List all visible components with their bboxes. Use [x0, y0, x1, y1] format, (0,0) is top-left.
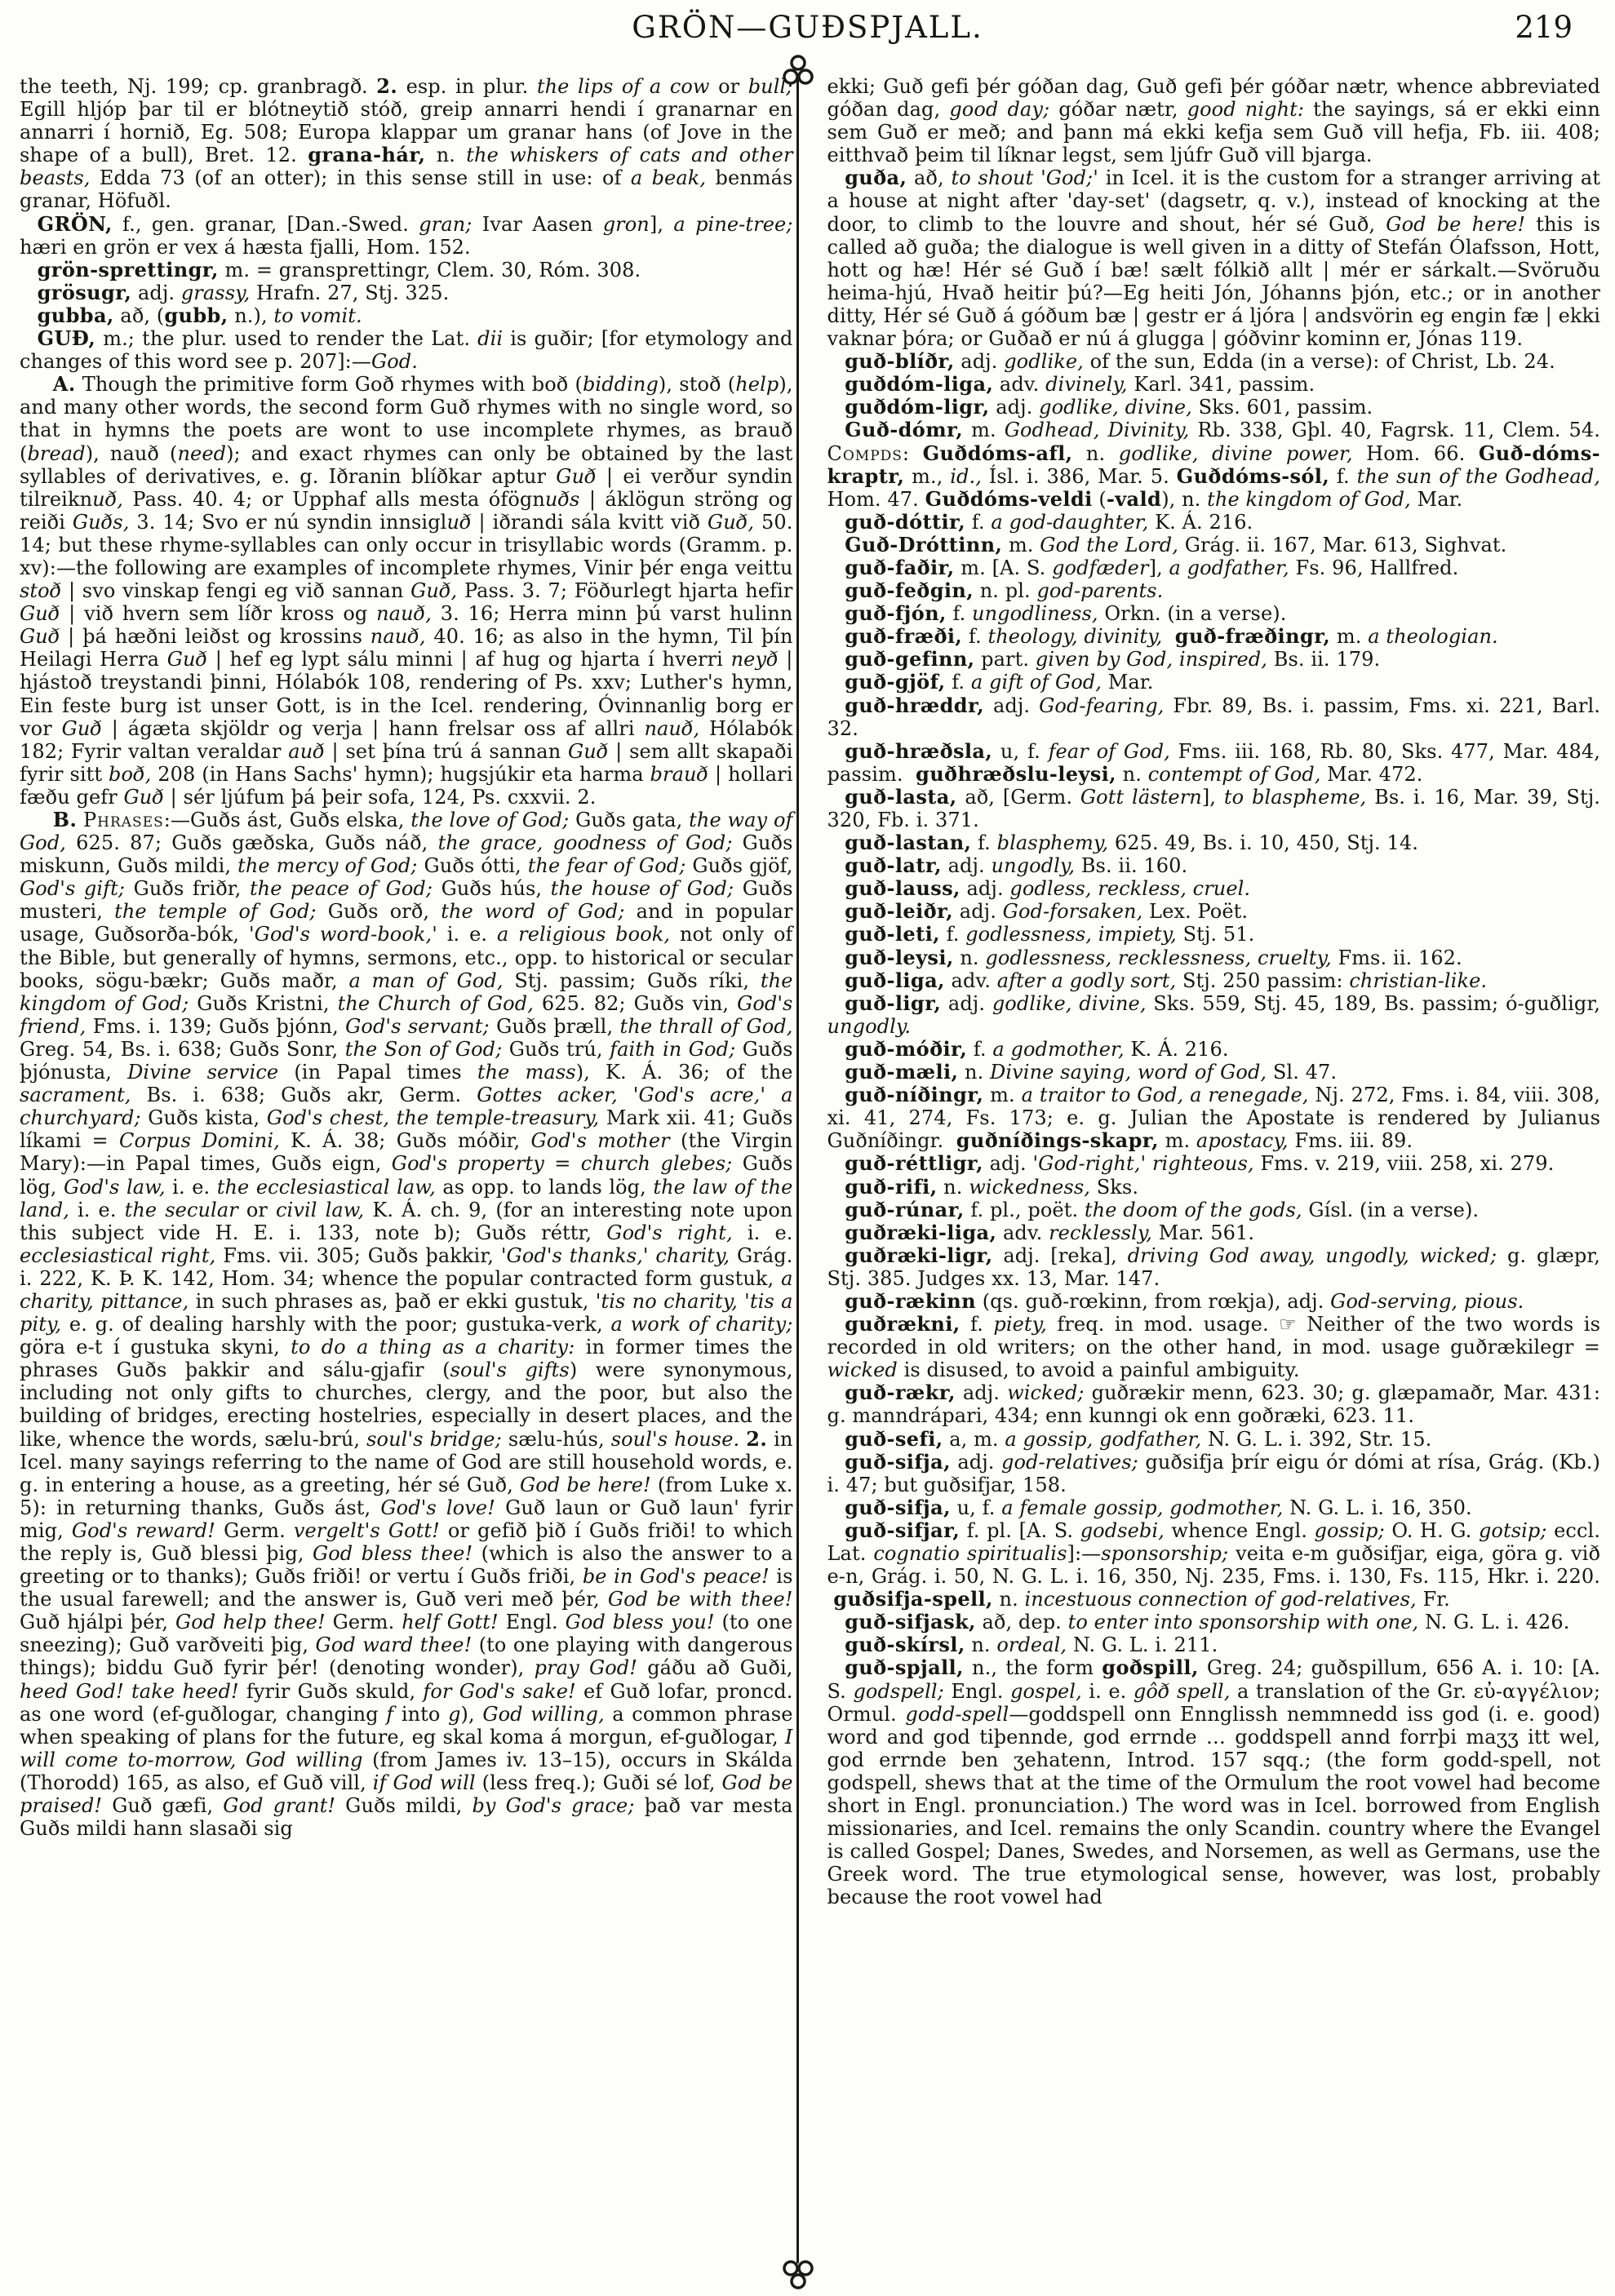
dictionary-paragraph: guðræki-liga, adv. recklessly, Mar. 561. — [845, 1220, 1255, 1244]
dictionary-paragraph: guð-sifja, adj. god-relatives; guðsifja þrír eigu ór dómi at rísa, Grág. (Kb.) i. 47; but guðsifjar, 158. — [827, 1449, 1600, 1496]
dictionary-paragraph: A. Though the primitive form Goð rhymes with boð (bidding), stoð (help), and many other words, the second form Guð rhymes with no single word, so that in hymns the poets are wont to use incomplete rhymes, as brauð (bread), nauð (need); and exact rhymes can only be obtained by the last syllables of derivatives, e. g. Iðranin blíðkar aptur Guð | ei verður syndin tilreiknuð, Pass. 40. 4; or Upphaf alls mesta ófögnuðs | áklögun ströng og reiði Guðs, 3. 14; Svo er nú syndin innsigluð | iðrandi sála kvitt við Guð, 50. 14; but these rhyme-syllables can only occur in trisyllabic words (Gramm. p. xv):—the following are examples of incomplete rhymes, Vinir þér enga veittu stoð | svo vinskap fengi eg við sannan Guð, Pass. 3. 7; Föðurlegt hjarta hefir Guð | við hvern sem líðr kross og nauð, 3. 16; Herra minn þú varst hulinn Guð | þá hæðni leiðst og krossins nauð, 40. 16; as also in the hymn, Til þín Heilagi Herra Guð | hef eg lypt sálu minni | af hug og hjarta í hverri neyð | hjástoð treystandi þinni, Hólabók 108, rendering of Ps. xxv; Luther's hymn, Ein feste burg ist unser Gott, is in the Icel. rendering, Óvinnanlig borg er vor Guð | ágæta skjöldr og verja | hann frelsar oss af allri nauð, Hólabók 182; Fyrir valtan veraldar auð | set þína trú á sannan Guð | sem allt skapaði fyrir sitt boð, 208 (in Hans Sachs' hymn); hugsjúkir eta harma brauð | hollari fæðu gefr Guð | sér ljúfum þá þeir sofa, 124, Ps. cxxvii. 2. — [20, 372, 793, 809]
dictionary-paragraph: guð-lasta, að, [Germ. Gott lästern], to blaspheme, Bs. i. 16, Mar. 39, Stj. 320, Fb. i. 371. — [827, 784, 1600, 831]
dictionary-paragraph: guð-sefi, a, m. a gossip, godfather, N. G. L. i. 392, Str. 15. — [845, 1426, 1432, 1451]
dictionary-paragraph: grösugr, adj. grassy, Hrafn. 27, Stj. 325. — [37, 280, 450, 304]
page-number: 219 — [1515, 10, 1573, 45]
dictionary-paragraph: guð-spjall, n., the form goðspill, Greg. 24; guðspillum, 656 A. i. 10: [A. S. godspell; Engl. gospel, i. e. gôð spell, a translation of the Gr. εὐ-αγγέλιον; Ormul. godd-spell—goddspell onn Ennglissh nemmnedd iss god (i. e. good) word and god tiþennde, god errnde … goddspell annd forrþi maʒʒ itt wel, god errnde ben ʒehatenn, Introd. 157 sqq.; (the form godd-spell, not godspell, shews that at the time of the Ormulum the root vowel had become short in Engl. pronunciation.) The word was in Icel. borrowed from English missionaries, and Icel. remains the only Scandin. country where the Evangel is called Gospel; Danes, Swedes, and Norsemen, as well as Germans, use the Greek word. The true etymological sense, however, was lost, probably because the root vowel had — [827, 1656, 1601, 1909]
dictionary-paragraph: guð-rækr, adj. wicked; guðrækir menn, 623. 30; g. glæpamaðr, Mar. 431: g. manndrápari, 434; enn kunngi ok enn goðræki, 623. 11. — [827, 1381, 1600, 1428]
left-column — [20, 75, 793, 2285]
dictionary-paragraph: guðræki-ligr, adj. [reka], driving God away, ungodly, wicked; g. glæpr, Stj. 385. Judges xx. 13, Mar. 147. — [827, 1243, 1600, 1290]
dictionary-paragraph: guð-lastan, f. blasphemy, 625. 49, Bs. i. 10, 450, Stj. 14. — [845, 831, 1418, 855]
dictionary-paragraph: Guð-Dróttinn, m. God the Lord, Grág. ii. 167, Mar. 613, Sighvat. — [845, 532, 1507, 556]
dictionary-paragraph: guð-leiðr, adj. God-forsaken, Lex. Poët. — [845, 899, 1249, 924]
right-column — [827, 75, 1601, 2285]
dictionary-paragraph: guð-ligr, adj. godlike, divine, Sks. 559, Stj. 45, 189, Bs. passim; ó-guðligr, ungodly. — [827, 991, 1600, 1038]
page-body — [20, 75, 1600, 2285]
dictionary-paragraph: guð-lauss, adj. godless, reckless, cruel. — [845, 876, 1251, 901]
dictionary-paragraph: gubba, að, (gubb, n.), to vomit. — [37, 303, 362, 327]
dictionary-paragraph: guð-hræddr, adj. God-fearing, Fbr. 89, Bs. i. passim, Fms. xi. 221, Barl. 32. — [827, 693, 1600, 740]
dictionary-paragraph: guð-blíðr, adj. godlike, of the sun, Edda (in a verse): of Christ, Lb. 24. — [845, 349, 1555, 374]
dictionary-paragraph: guð-latr, adj. ungodly, Bs. ii. 160. — [845, 853, 1188, 878]
dictionary-paragraph: guð-rifi, n. wickedness, Sks. — [845, 1174, 1139, 1199]
dictionary-paragraph: guð-sifjar, f. pl. [A. S. godsebi, whence Engl. gossip; O. H. G. gotsip; eccl. Lat. cognatio spiritualis]:—sponsorship; veita e-m guðsifjar, eiga, göra g. við e-n, Grág. i. 50, N. G. L. i. 16, 350, Nj. 235, Fms. i. 130, Fs. 115, Hkr. i. 220. guðsifja-spell, n. incestuous connection of god-relatives, Fr. — [827, 1518, 1601, 1611]
dictionary-paragraph: grön-sprettingr, m. = gransprettingr, Clem. 30, Róm. 308. — [37, 257, 641, 281]
dictionary-paragraph: guð-gefinn, part. given by God, inspired, Bs. ii. 179. — [845, 647, 1381, 672]
dictionary-paragraph: guð-faðir, m. [A. S. godfæder], a godfather, Fs. 96, Hallfred. — [845, 555, 1459, 579]
dictionary-paragraph: guð-feðgin, n. pl. god-parents. — [845, 578, 1164, 603]
dictionary-paragraph: guð-gjöf, f. a gift of God, Mar. — [845, 670, 1154, 694]
dictionary-paragraph: ekki; Guð gefi þér góðan dag, Guð gefi þér góðar nætr, whence abbreviated góðan dag, good day; góðar nætr, good night: the sayings, sá er ekki einn sem Guð er með; and þann má ekki kefja sem Guð vill hefja, Fb. iii. 408; eitthvað þeim til líknar legst, sem ljúfr Guð vill bjarga. — [827, 75, 1600, 167]
dictionary-paragraph: guð-leti, f. godlessness, impiety, Stj. 51. — [845, 922, 1255, 946]
dictionary-paragraph: guð-hræðsla, u, f. fear of God, Fms. iii. 168, Rb. 80, Sks. 477, Mar. 484, passim. guðhræðslu-leysi, n. contempt of God, Mar. 472. — [827, 738, 1600, 786]
dictionary-paragraph: guð-rúnar, f. pl., poët. the doom of the gods, Gísl. (in a verse). — [845, 1197, 1480, 1221]
dictionary-paragraph: guða, að, to shout 'God;' in Icel. it is the custom for a stranger arriving at a house at night after 'day-set' (dagsetr, q. v.), instead of knocking at the door, to climb to the louvre and shout, hér sé Guð, God be here! this is called að guða; the dialogue is well given in a ditty of Stefán Ólafsson, Hott, hott og hæ! Hér sé Guð í bæ! sælt fólkið allt | mér er sárkalt.—Svöruðu heima-hjú, Hvað heitir þú?—Eg heiti Jón, Jóhanns þjón, etc.; or in another ditty, Hér sé Guð á góðum bæ | gestr er á ljóra | andsvörin eg engin fæ | ekki vaknar þóra; or Guðað er nú á glugga | góðvinr kominn er, Jónas 119. — [827, 166, 1600, 351]
dictionary-paragraph: GUÐ, m.; the plur. used to render the Lat. dii is guðir; [for etymology and changes of this word see p. 207]:—God. — [20, 326, 793, 374]
dictionary-paragraph: guðdóm-ligr, adj. godlike, divine, Sks. 601, passim. — [845, 395, 1373, 419]
dictionary-paragraph: guð-rækinn (qs. guð-rœkinn, from rœkja), adj. God-serving, pious. — [845, 1288, 1524, 1313]
dictionary-paragraph: guð-sifja, u, f. a female gossip, godmother, N. G. L. i. 16, 350. — [845, 1495, 1472, 1519]
dictionary-paragraph: guð-fræði, f. theology, divinity, guð-fræðingr, m. a theologian. — [845, 624, 1498, 649]
dictionary-paragraph: Guð-dómr, m. Godhead, Divinity, Rb. 338, Gþl. 40, Fagrsk. 11, Clem. 54. Compds: Guðdóms-afl, n. godlike, divine power, Hom. 66. Guð-dóms-kraptr, m., id., Ísl. i. 386, Mar. 5. Guðdóms-sól, f. the sun of the Godhead, Hom. 47. Guðdóms-veldi (-vald), n. the kingdom of God, Mar. — [827, 418, 1600, 511]
dictionary-paragraph: guð-sifjask, að, dep. to enter into sponsorship with one, N. G. L. i. 426. — [845, 1610, 1570, 1634]
dictionary-paragraph: guð-skírsl, n. ordeal, N. G. L. i. 211. — [845, 1633, 1218, 1657]
dictionary-paragraph: the teeth, Nj. 199; cp. granbragð. 2. esp. in plur. the lips of a cow or bull; Egill hljóp þar til er blótneytið stóð, greip annarri hendi í granarnar en annarri í hornið, Eg. 508; Europa klappar um granar hans (of Jove in the shape of a bull), Bret. 12. grana-hár, n. the whiskers of cats and other beasts, Edda 73 (of an otter); in this sense still in use: of a beak, benmás granar, Höfuðl. — [20, 74, 793, 213]
dictionary-paragraph: guðdóm-liga, adv. divinely, Karl. 341, passim. — [845, 372, 1316, 397]
dictionary-paragraph: guðrækni, f. piety, freq. in mod. usage. ☞ Neither of the two words is recorded in old writers; on the other hand, in mod. usage guðrækilegr = wicked is disused, to avoid a painful ambiguity. — [827, 1312, 1600, 1382]
dictionary-paragraph: GRÖN, f., gen. granar, [Dan.-Swed. gran; Ivar Aasen gron], a pine-tree; hæri en grön er vex á hæsta fjalli, Hom. 152. — [20, 211, 793, 259]
dictionary-paragraph: guð-réttligr, adj. 'God-right,' righteous, Fms. v. 219, viii. 258, xi. 279. — [845, 1151, 1555, 1176]
dictionary-paragraph: B. Phrases:—Guðs ást, Guðs elska, the love of God; Guðs gata, the way of God, 625. 87; Guðs gæðska, Guðs náð, the grace, goodness of God; Guðs miskunn, Guðs mildi, the mercy of God; Guðs ótti, the fear of God; Guðs gjöf, God's gift; Guðs friðr, the peace of God; Guðs hús, the house of God; Guðs musteri, the temple of God; Guðs orð, the word of God; and in popular usage, Guðsorða-bók, 'God's word-book,' i. e. a religious book, not only of the Bible, but generally of hymns, sermons, etc., opp. to historical or secular books, sögu-bækr; Guðs maðr, a man of God, Stj. passim; Guðs ríki, the kingdom of God; Guðs Kristni, the Church of God, 625. 82; Guðs vin, God's friend, Fms. i. 139; Guðs þjónn, God's servant; Guðs þræll, the thrall of God, Greg. 54, Bs. i. 638; Guðs Sonr, the Son of God; Guðs trú, faith in God; Guðs þjónusta, Divine service (in Papal times the mass), K. Á. 36; of the sacrament, Bs. i. 638; Guðs akr, Germ. Gottes acker, 'God's acre,' a churchyard; Guðs kista, God's chest, the temple-treasury, Mark xii. 41; Guðs líkami = Corpus Domini, K. Á. 38; Guðs móðir, God's mother (the Virgin Mary):—in Papal times, Guðs eign, God's property = church glebes; Guðs lög, God's law, i. e. the ecclesiastical law, as opp. to lands lög, the law of the land, i. e. the secular or civil law, K. Á. ch. 9, (for an interesting note upon this subject vide H. E. i. 133, note b); Guðs réttr, God's right, i. e. ecclesiastical right, Fms. vii. 305; Guðs þakkir, 'God's thanks,' charity, Grág. i. 222, K. Þ. K. 142, Hom. 34; whence the popular contracted form gustuk, a charity, pittance, in such phrases as, það er ekki gustuk, 'tis no charity, 'tis a pity, e. g. of dealing harshly with the poor; gustuka-verk, a work of charity; göra e-t í gustuka skyni, to do a thing as a charity: in former times the phrases Guðs þakkir and sálu-gjafir (soul's gifts) were synonymous, including not only gifts to churches, clergy, and the poor, but also the building of bridges, erecting hostelries, especially in desert places, and the like, whence the words, sælu-brú, soul's bridge; sælu-hús, soul's house. 2. in Icel. many sayings referring to the name of God are still household words, e. g. in entering a house, as a greeting, hér sé Guð, God be here! (from Luke x. 5): in returning thanks, Guðs ást, God's love! Guð laun or Guð laun' fyrir mig, God's reward! Germ. vergelt's Gott! or gefið þið í Guðs friði! to which the reply is, Guð blessi þig, God bless thee! (which is also the answer to a greeting or to thanks); Guðs friði! or vertu í Guðs friði, be in God's peace! is the usual farewell; and the answer is, Guð veri með þér, God be with thee! Guð hjálpi þér, God help thee! Germ. helf Gott! Engl. God bless you! (to one sneezing); Guð varðveiti þig, God ward thee! (to one playing with dangerous things); biddu Guð fyrir þér! (denoting wonder), pray God! gáðu að Guði, heed God! take heed! fyrir Guðs skuld, for God's sake! ef Guð lofar, proncd. as one word (ef-guðlogar, changing f into g), God willing, a common phrase when speaking of plans for the future, eg skal koma á morgun, ef-guðlogar, I will come to-morrow, God willing (from James iv. 13–15), occurs in Skálda (Thorodd) 165, as also, ef Guð vill, if God will (less freq.); Guði sé lof, God be praised! Guð gæfi, God grant! Guðs mildi, by God's grace; það var mesta Guðs mildi hann slasaði sig — [20, 808, 793, 1841]
page-title: GRÖN—GUÐSPJALL. — [632, 10, 983, 45]
dictionary-paragraph: guð-mæli, n. Divine saying, word of God, Sl. 47. — [845, 1060, 1338, 1084]
dictionary-paragraph: guð-móðir, f. a godmother, K. Á. 216. — [845, 1036, 1229, 1061]
dictionary-paragraph: guð-fjón, f. ungodliness, Orkn. (in a verse). — [845, 601, 1287, 626]
dictionary-paragraph: guð-níðingr, m. a traitor to God, a renegade, Nj. 272, Fms. i. 84, viii. 308, xi. 41, 274, Fs. 173; e. g. Julian the Apostate is rendered by Julianus Guðníðingr. guðníðings-skapr, m. apostacy, Fms. iii. 89. — [827, 1083, 1601, 1153]
dictionary-paragraph: guð-liga, adv. after a godly sort, Stj. 250 passim: christian-like. — [845, 968, 1488, 992]
dictionary-paragraph: guð-leysi, n. godlessness, recklessness, cruelty, Fms. ii. 162. — [845, 945, 1462, 969]
dictionary-paragraph: guð-dóttir, f. a god-daughter, K. Á. 216. — [845, 509, 1253, 534]
